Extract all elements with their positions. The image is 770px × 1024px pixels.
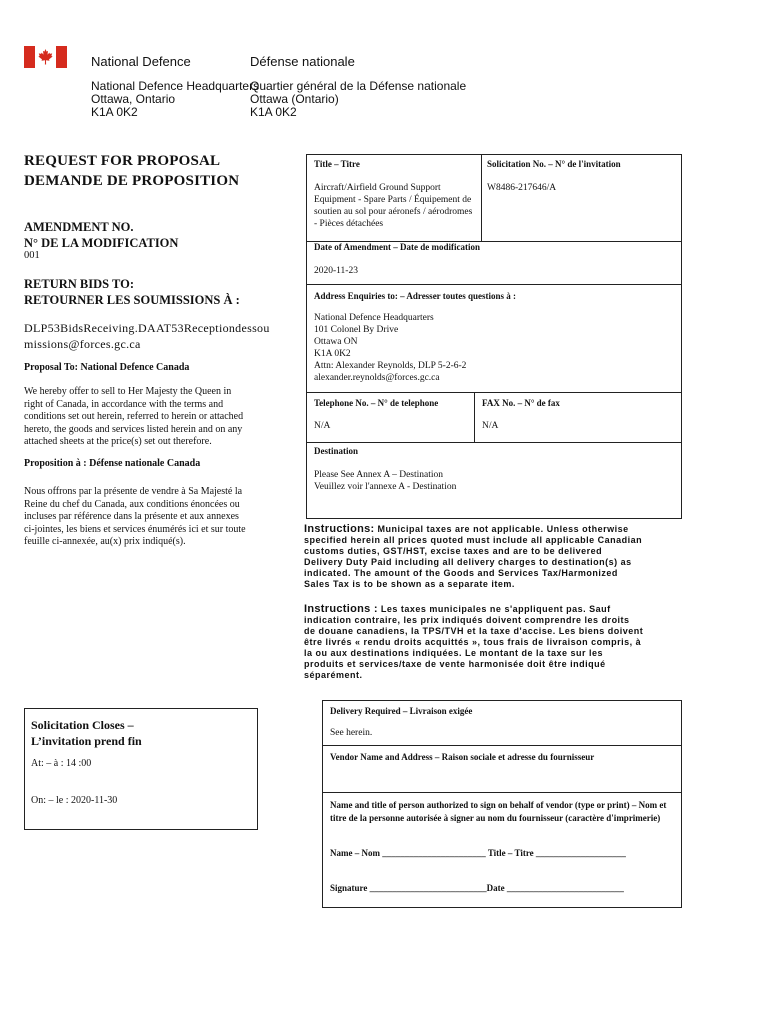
closes-heading-en: Solicitation Closes – — [31, 718, 134, 732]
authorized-person-label: Name and title of person authorized to sign on behalf of vendor (type or print) – Nom et titre de la personne autorisée à signer au nom du fournisseur (caractère d'imprimerie) — [330, 800, 667, 823]
destination-label: Destination — [314, 446, 359, 456]
enquiries-label: Address Enquiries to: – Adresser toutes questions à : — [314, 291, 517, 301]
return-bids-heading — [24, 276, 240, 308]
enquiries-line: 101 Colonel By Drive — [314, 325, 399, 335]
offer-text-en: We hereby offer to sell to Her Majesty the Queen in right of Canada, in accordance with the terms and conditions set out herein, referred to herein or attached hereto, the goods and services listed herein and on any attached sheets at the price(s) set out therefore. — [24, 386, 244, 447]
proposal-to: Proposal To: National Defence Canada — [24, 362, 190, 373]
return-bids-en: RETURN BIDS TO: — [24, 277, 134, 291]
divider — [323, 745, 681, 746]
return-email-line: missions@forces.gc.ca — [24, 337, 141, 351]
divider — [323, 792, 681, 793]
enquiries-address — [314, 312, 466, 384]
vendor-name-address-label: Vendor Name and Address – Raison sociale et adresse du fournisseur — [330, 752, 595, 762]
closes-heading-fr: L’invitation prend fin — [31, 734, 142, 748]
telephone-label: Telephone No. – N° de telephone — [314, 398, 439, 408]
name-title-line[interactable]: Name – Nom _______________________ Title – Titre ____________________ — [330, 848, 626, 858]
solicitation-number-label: Solicitation No. – N° de l'invitation — [487, 159, 621, 169]
divider — [307, 392, 681, 393]
delivery-required-label: Delivery Required – Livraison exigée — [330, 706, 473, 716]
enquiries-line: K1A 0K2 — [314, 349, 351, 359]
enquiries-line: Attn: Alexander Reynolds, DLP 5-2-6-2 — [314, 361, 467, 371]
header-left-address — [91, 80, 259, 119]
flag-center — [35, 46, 56, 68]
signature-date-line[interactable]: Signature __________________________Date __________________________ — [330, 883, 624, 893]
solicitation-closes-box — [24, 708, 258, 830]
return-email — [24, 320, 274, 352]
enquiries-email: alexander.reynolds@forces.gc.ca — [314, 373, 440, 383]
delivery-required-value: See herein. — [330, 728, 373, 738]
destination-value — [314, 469, 456, 493]
divider — [307, 442, 681, 443]
destination-line: Veuillez voir l'annexe A - Destination — [314, 482, 457, 492]
rfp-title-fr: DEMANDE DE PROPOSITION — [24, 173, 240, 189]
offer-text-fr: Nous offrons par la présente de vendre à Sa Majesté la Reine du chef du Canada, aux conditions énoncées ou incluses par référence dans la présente et aux annexes ci-jointes, les biens et services énumérés ici et sur toute feuille ci-annexée, au(x) prix indiqué(s). — [24, 486, 246, 547]
enquiries-line: Ottawa ON — [314, 337, 358, 347]
vendor-box — [322, 700, 682, 908]
divider — [481, 155, 482, 241]
divider — [474, 392, 475, 442]
closing-date: On: – le : 2020-11-30 — [31, 795, 118, 806]
address-line: K1A 0K2 — [250, 105, 297, 119]
instructions-fr — [304, 604, 644, 681]
telephone-value: N/A — [314, 421, 331, 431]
amendment-heading-en: AMENDMENT NO. — [24, 220, 134, 234]
solicitation-number-value: W8486-217646/A — [487, 183, 557, 193]
solicitation-form-box — [306, 154, 682, 519]
proposition-to: Proposition à : Défense nationale Canada — [24, 458, 201, 469]
header-right-title: Défense nationale — [250, 54, 355, 69]
flag-left-bar — [24, 46, 35, 68]
title-label: Title – Titre — [314, 159, 360, 169]
address-line: National Defence Headquarters — [91, 79, 260, 93]
amendment-number: 001 — [24, 250, 40, 261]
amendment-date-label: Date of Amendment – Date de modification — [314, 242, 480, 252]
enquiries-line: National Defence Headquarters — [314, 313, 434, 323]
maple-leaf-icon — [36, 48, 55, 66]
return-email-line: DLP53BidsReceiving.DAAT53Receptiondessou — [24, 321, 270, 335]
address-line: Quartier général de la Défense nationale — [250, 79, 467, 93]
header-left-title: National Defence — [91, 54, 191, 69]
instructions-en — [304, 524, 644, 590]
address-line: Ottawa (Ontario) — [250, 92, 339, 106]
address-line: Ottawa, Ontario — [91, 92, 176, 106]
return-bids-fr: RETOURNER LES SOUMISSIONS À : — [24, 293, 240, 307]
divider — [307, 284, 681, 285]
header-right-address — [250, 80, 466, 119]
instructions-fr-body: Les taxes municipales ne s'appliquent pas. Sauf indication contraire, les prix indiqués doivent comprendre les droits de douane canadiens, la TPS/TVH et la taxe d'accise. Les biens doivent être livrés « rendu droits acquittés », tous frais de livraison compris, à la ou aux destinations indiquées. Le montant de la taxe sur les produits et services/taxe de vente harmonisée doit être indiqué séparément. — [304, 604, 644, 680]
flag-right-bar — [56, 46, 67, 68]
canada-flag-icon — [24, 46, 67, 68]
address-line: K1A 0K2 — [91, 105, 138, 119]
instructions-fr-lead: Instructions : — [304, 603, 378, 615]
rfp-title-en: REQUEST FOR PROPOSAL — [24, 153, 221, 169]
destination-line: Please See Annex A – Destination — [314, 470, 444, 480]
rfp-title — [24, 151, 239, 191]
closing-time: At: – à : 14 :00 — [31, 758, 92, 769]
amendment-heading — [24, 219, 178, 251]
fax-value: N/A — [482, 421, 499, 431]
instructions-en-body: Municipal taxes are not applicable. Unless otherwise specified herein all prices quoted must include all applicable Canadian customs duties, GST/HST, excise taxes and are to be delivered Delivery Duty Paid including all delivery charges to destination(s) as indicated. The amount of the Goods and Services Tax/Harmonized Sales Tax is to be shown as a separate item. — [304, 524, 643, 589]
instructions-en-lead: Instructions: — [304, 523, 375, 535]
fax-label: FAX No. – N° de fax — [482, 398, 560, 408]
closes-heading — [31, 717, 142, 749]
title-value: Aircraft/Airfield Ground Support Equipment - Spare Parts / Équipement de soutien au sol pour aéronefs / aérodromes - Pièces détachées — [314, 183, 473, 229]
amendment-heading-fr: N° DE LA MODIFICATION — [24, 236, 179, 250]
amendment-date-value: 2020-11-23 — [314, 266, 358, 276]
